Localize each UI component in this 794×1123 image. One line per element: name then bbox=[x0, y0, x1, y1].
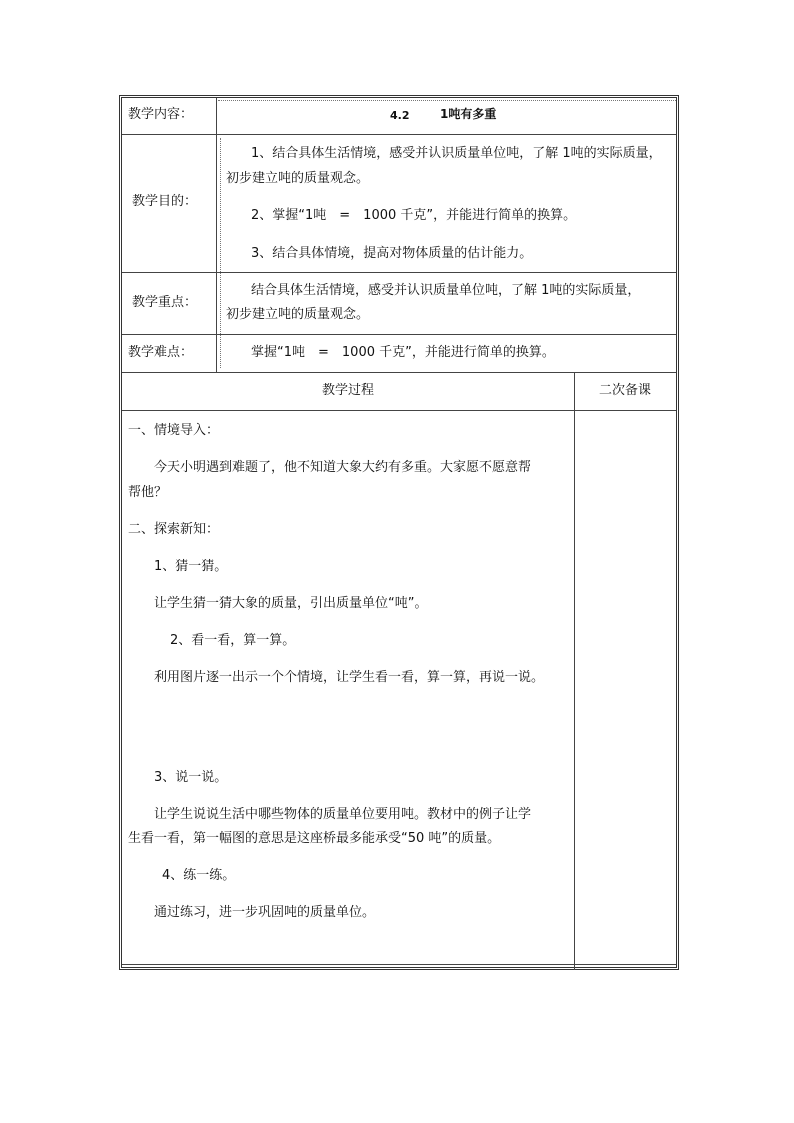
dotted-guide bbox=[220, 138, 221, 368]
dotted-guide bbox=[218, 100, 676, 101]
objective-item-1: 1、结合具体生活情境，感受并认识质量单位吨，了解 1吨的实际质量， bbox=[251, 146, 662, 161]
lesson-plan-table bbox=[119, 95, 679, 970]
row-divider bbox=[122, 334, 676, 335]
row-divider bbox=[122, 964, 676, 965]
step-2-text: 利用图片逐一出示一个个情境，让学生看一看，算一算，再说一说。 bbox=[154, 670, 545, 685]
row-divider bbox=[122, 272, 676, 273]
difficulty-text: 掌握“1吨 = 1000 千克”，并能进行简单的换算。 bbox=[251, 345, 555, 360]
content-label: 教学内容： bbox=[128, 107, 194, 122]
column-divider bbox=[574, 372, 575, 970]
difficulty-label: 教学难点： bbox=[128, 345, 194, 360]
step-1-title: 1、猜一猜。 bbox=[154, 559, 228, 574]
objective-item-2: 2、掌握“1吨 = 1000 千克”，并能进行简单的换算。 bbox=[251, 208, 577, 223]
row-divider bbox=[122, 134, 676, 135]
step-4-title: 4、练一练。 bbox=[162, 868, 236, 883]
step-4-text: 通过练习，进一步巩固吨的质量单位。 bbox=[154, 905, 376, 920]
second-prep-header: 二次备课 bbox=[598, 383, 651, 398]
key-point-line-1: 结合具体生活情境，感受并认识质量单位吨，了解 1吨的实际质量， bbox=[251, 283, 641, 298]
objective-item-1-continued: 初步建立吨的质量观念。 bbox=[226, 171, 370, 186]
step-3-line-1: 让学生说说生活中哪些物体的质量单位要用吨。教材中的例子让学 bbox=[154, 807, 532, 822]
objective-item-3: 3、结合具体情境，提高对物体质量的估计能力。 bbox=[251, 246, 533, 261]
section-1-line-2: 帮他？ bbox=[128, 485, 168, 500]
lesson-number: 4.2 bbox=[390, 109, 410, 122]
step-3-line-2: 生看一看，第一幅图的意思是这座桥最多能承受“50 吨”的质量。 bbox=[128, 831, 501, 846]
lesson-title: 1吨有多重 bbox=[440, 107, 497, 121]
section-1-line-1: 今天小明遇到难题了，他不知道大象大约有多重。大家愿不愿意帮 bbox=[154, 460, 532, 475]
step-1-text: 让学生猜一猜大象的质量，引出质量单位“吨”。 bbox=[154, 596, 428, 611]
key-point-line-2: 初步建立吨的质量观念。 bbox=[226, 307, 370, 322]
row-divider bbox=[122, 410, 676, 411]
column-divider bbox=[216, 98, 217, 372]
key-point-label: 教学重点： bbox=[132, 295, 198, 310]
row-divider bbox=[122, 372, 676, 373]
section-1-title: 一、情境导入： bbox=[128, 423, 220, 438]
step-2-title: 2、看一看，算一算。 bbox=[170, 633, 296, 648]
section-2-title: 二、探索新知： bbox=[128, 522, 220, 537]
step-3-title: 3、说一说。 bbox=[154, 770, 228, 785]
process-header: 教学过程 bbox=[321, 383, 374, 398]
objectives-label: 教学目的： bbox=[132, 194, 198, 209]
